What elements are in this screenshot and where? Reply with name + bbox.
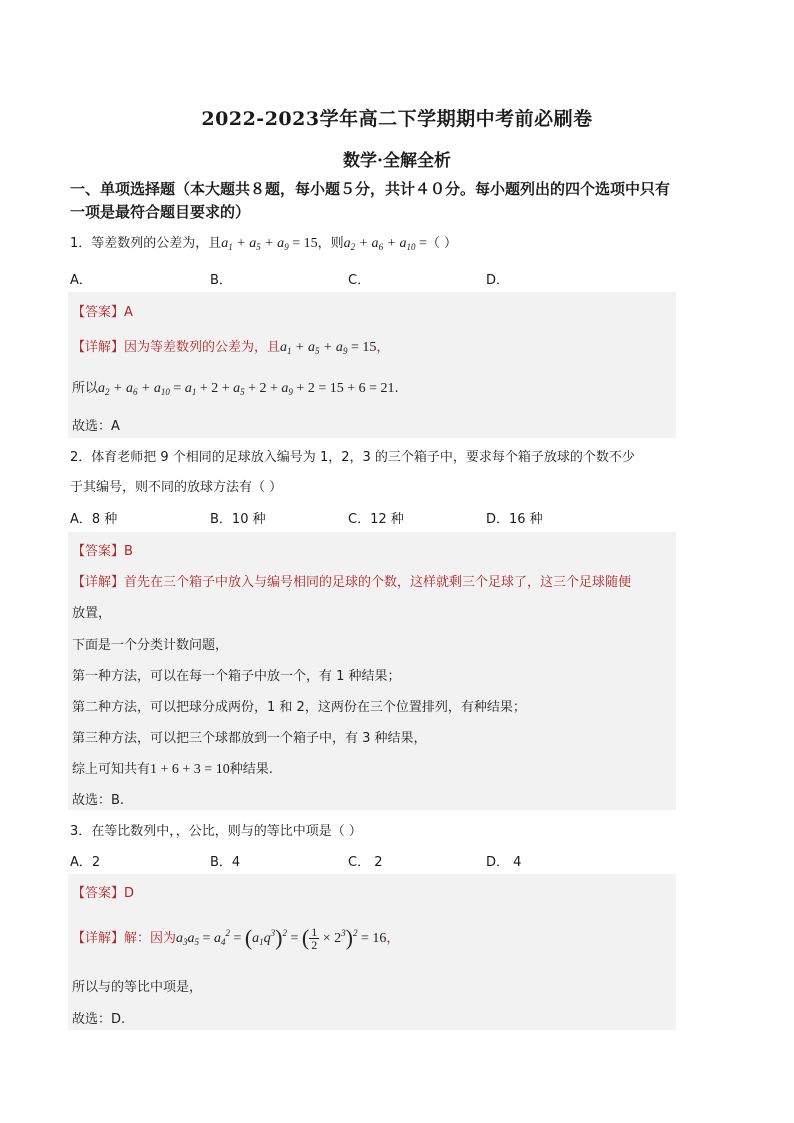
q2-detail-line2: 放置， [72,606,112,621]
q2-detail-line5: 第二种方法，可以把球分成两份，1 和 2，这两份在三个位置排列，有种结果； [72,700,526,715]
q1-option-b: B． [210,273,232,288]
q3-stem: 3．在等比数列中，，公比，则与的等比中项是（ ） [70,824,362,839]
q2-answer: 【答案】B [72,544,133,559]
q1-condition-formula: $a_1 + a_5 + a_9 = 15$ [221,236,318,252]
q1-target-formula: $a_2 + a_6 + a_{10}$ = [343,236,427,252]
q3-detail-line2: 所以与的等比中项是， [72,980,203,995]
q2-detail-line4: 第一种方法，可以在每一个箱子中放一个，有 1 种结果； [72,669,401,684]
q2-detail-line7: 综上可知共有1 + 6 + 3 = 10种结果. [72,762,273,777]
q3-choose: 故选：D. [72,1012,126,1027]
q1-stem: 1．等差数列的公差为，且$a_1 + a_5 + a_9 = 15$，则$a_2 + a_6 + a_{10}$ =（ ） [70,236,458,252]
q3-answer: 【答案】D [72,886,135,901]
section-heading: 一、单项选择题（本大题共８题，每小题５分，共计４０分。每小题列出的四个选项中只有一项是最符合题目要求的） [70,180,671,221]
q2-option-b: B．10 种 [210,512,266,527]
q2-detail-line6: 第三种方法，可以把三个球都放到一个箱子中，有 3 种结果， [72,731,427,746]
q2-detail-line1: 【详解】首先在三个箱子中放入与编号相同的足球的个数，这样就剩三个足球了，这三个足球随便 [72,575,632,590]
document-subtitle: 数学·全解全析 [343,151,451,171]
q2-option-c: C．12 种 [348,512,404,527]
q1-option-d: D． [486,273,510,288]
q1-detail: 【详解】因为等差数列的公差为，且$a_1 + a_5 + a_9 = 15$， [72,340,390,356]
q1-choose: 故选：A [72,419,120,434]
q3-answer-box [68,874,676,1030]
q3-option-b: B．4 [210,855,241,870]
q1-detail-line2: 所以$a_2 + a_6 + a_{10} = a_1 + 2 + a_5 + 2 + a_9 + 2 = 15 + 6 = 21$. [72,381,399,397]
q2-option-d: D．16 种 [486,512,543,527]
q3-option-d: D． 4 [486,855,522,870]
q1-option-a: A． [70,273,92,288]
q1-option-c: C． [348,273,371,288]
q1-answer: 【答案】A [72,305,133,320]
document-title: 2022-2023学年高二下学期期中考前必刷卷 [201,108,593,130]
q2-choose: 故选：B. [72,793,125,808]
q2-stem-line2: 于其编号，则不同的放球方法有（ ） [70,480,283,495]
q2-stem-line1: 2．体育老师把 9 个相同的足球放入编号为 1，2，3 的三个箱子中，要求每个箱子放球的个数不少 [70,450,635,465]
q2-option-a: A．8 种 [70,512,118,527]
q3-option-c: C． 2 [348,855,383,870]
q3-option-a: A．2 [70,855,101,870]
q2-detail-line3: 下面是一个分类计数问题， [72,638,229,653]
q1-answer-box [68,292,676,438]
q3-detail: 【详解】解：因为$a_3a_5 = a_4^2 = (a_1q^3)^2$ = ( $\frac{1}{2}$ × $2^3)^2 = 16$， [72,925,400,953]
